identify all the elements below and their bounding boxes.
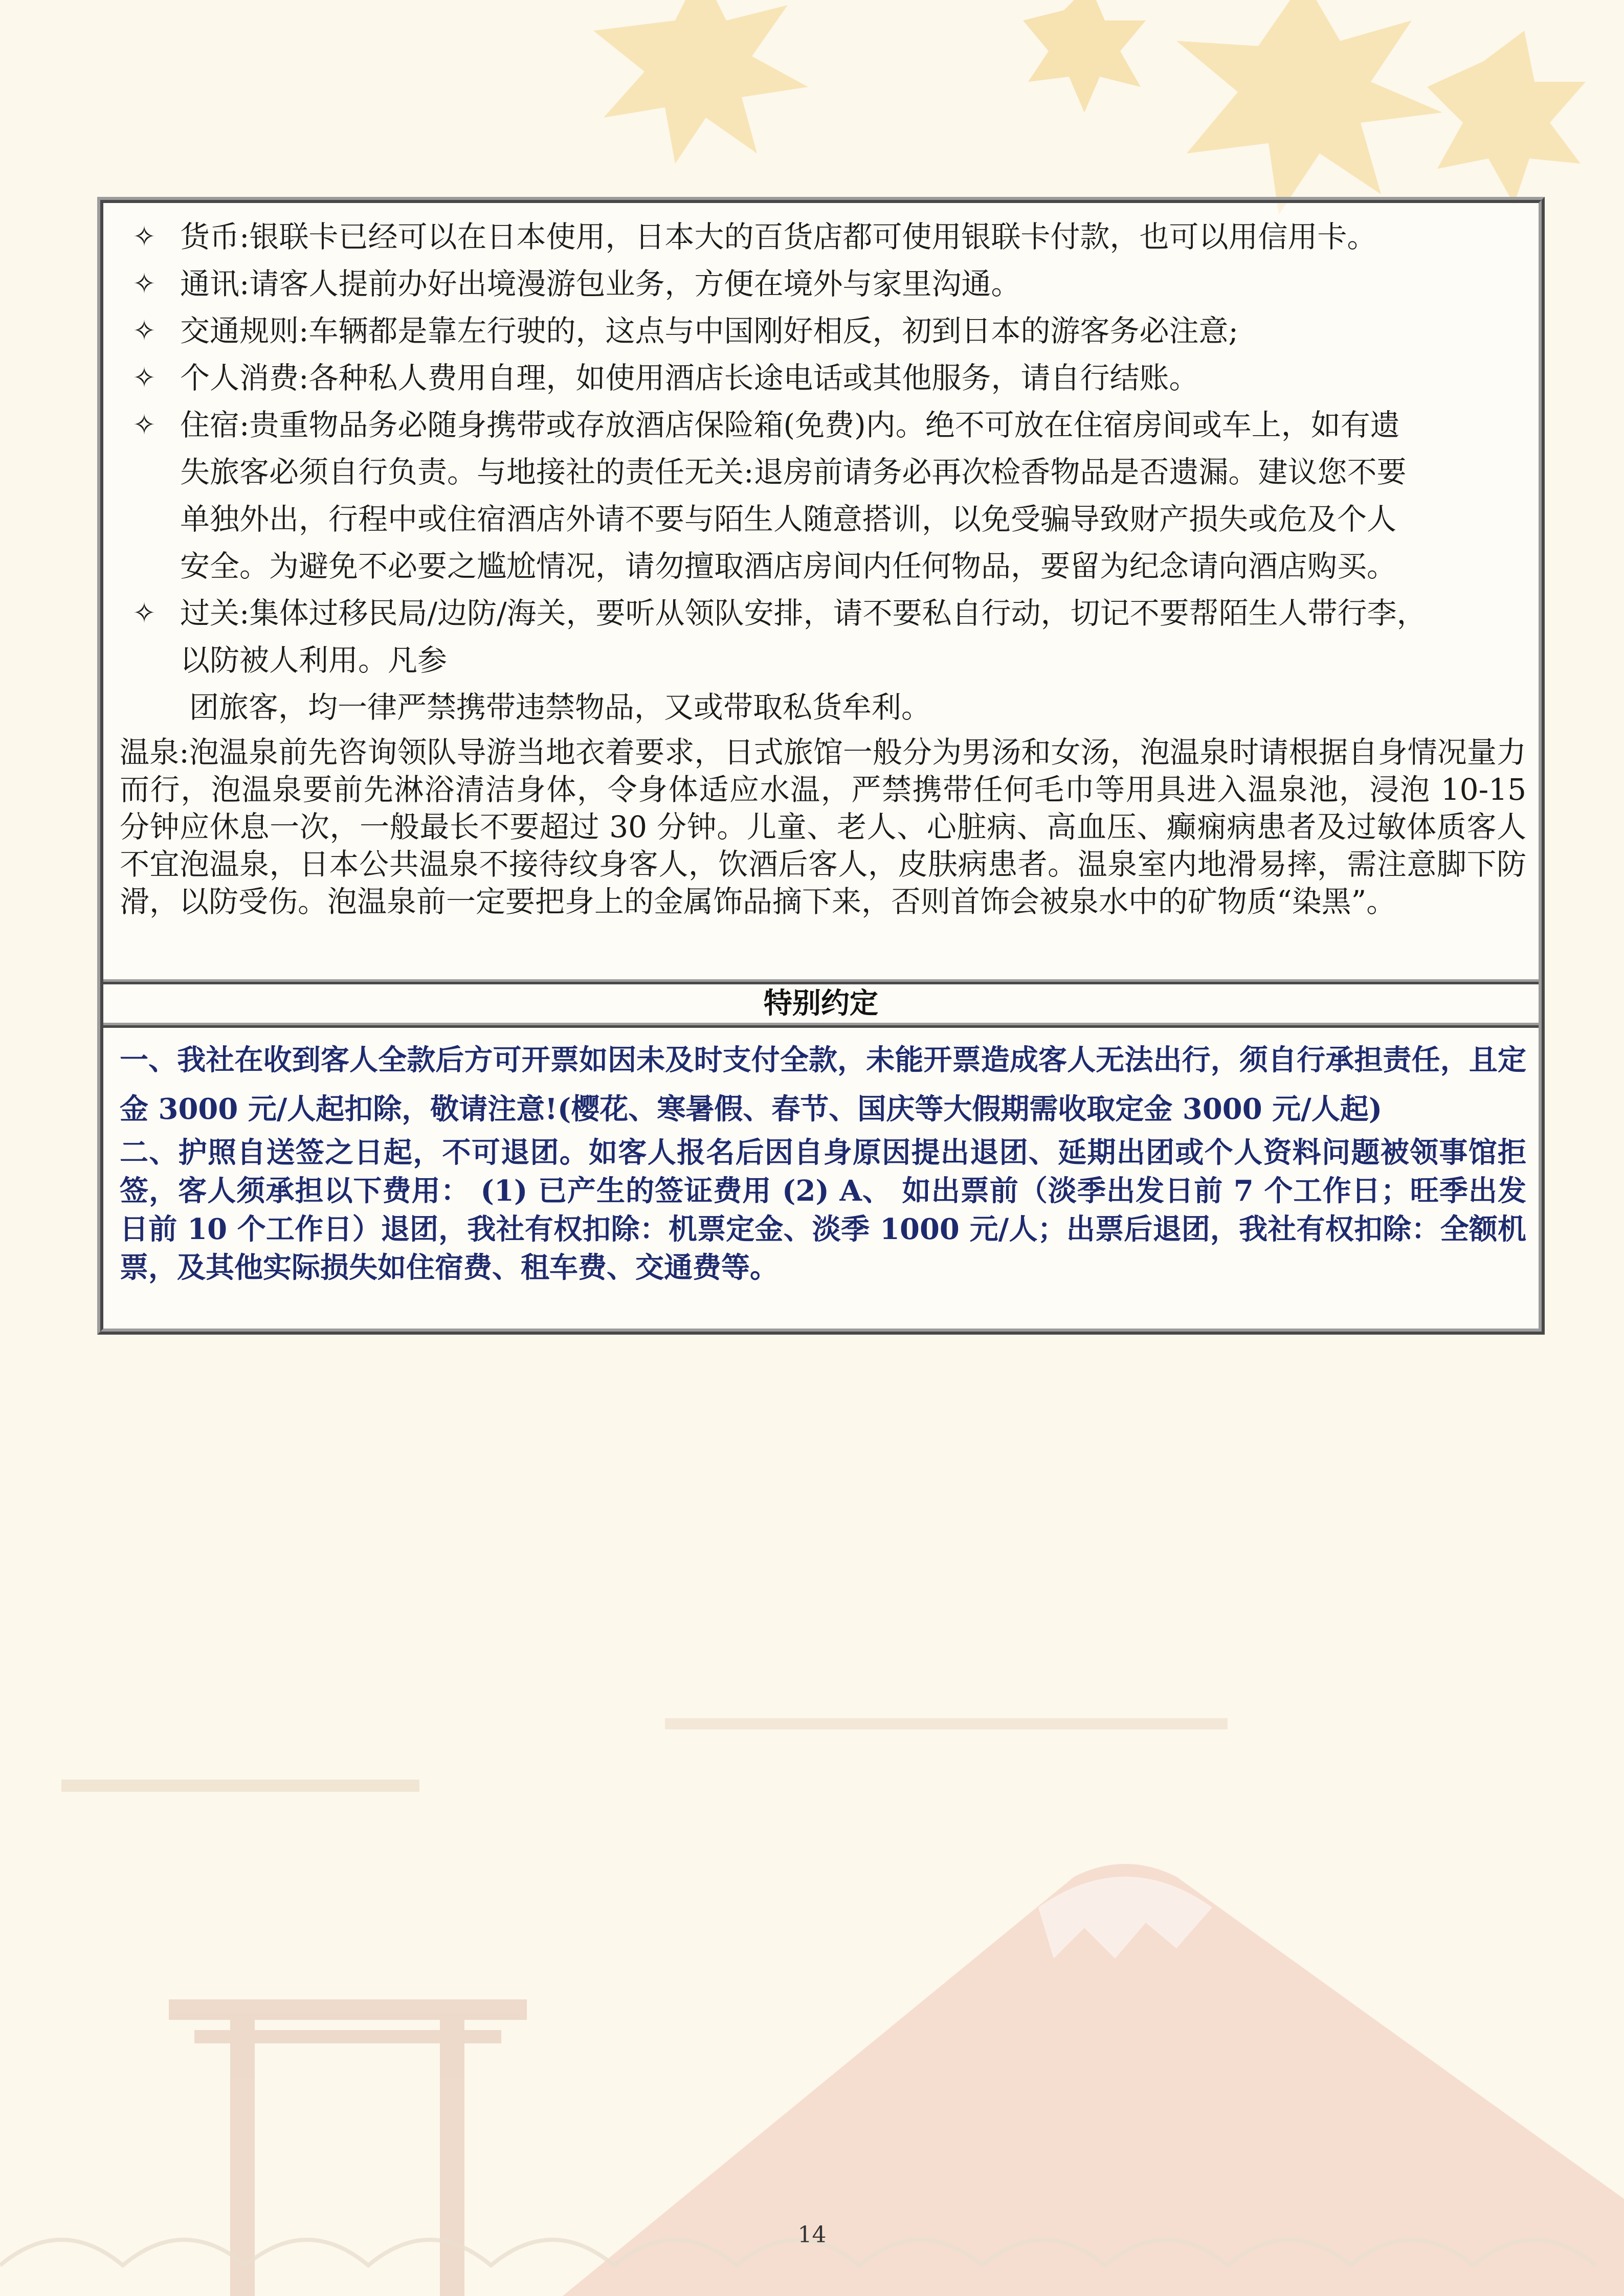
star-bullet-icon: ✧ [132, 267, 156, 300]
special-terms-header: 特别约定 [103, 979, 1539, 1028]
tip-customs [120, 590, 1526, 684]
notice-box [97, 197, 1545, 1335]
tip-line: 以防被人利用。凡参 [180, 643, 448, 678]
tip-traffic-rules [120, 307, 1526, 354]
tip-line: 交通规则:车辆都是靠左行驶的，这点与中国刚好相反，初到日本的游客务必注意; [180, 313, 1239, 348]
star-bullet-icon: ✧ [132, 220, 156, 253]
tip-line: 过关:集体过移民局/边防/海关，要听从领队安排，请不要私自行动，切记不要帮陌生人带行李， [180, 596, 1427, 631]
tip-line: 失旅客必须自行负责。与地接社的责任无关:退房前请务必再次检香物品是否遗漏。建议您不要 [180, 455, 1407, 489]
tip-communication [120, 260, 1526, 307]
tip-line: 个人消费:各种私人费用自理，如使用酒店长途电话或其他服务，请自行结账。 [180, 361, 1199, 395]
onsen-paragraph: 温泉:泡温泉前先咨询领队导游当地衣着要求，日式旅馆一般分为男汤和女汤，泡温泉时请根据自身情况量力而行，泡温泉要前先淋浴清洁身体，令身体适应水温，严禁携带任何毛巾等用具进入温泉池，浸泡 10-15 分钟应休息一次，一般最长不要超过 30 分钟。儿童、老人、心脏病、高血压、癫痫病患者及过敏体质客人不宜泡温泉，日本公共温泉不接待纹身客人，饮酒后客人，皮肤病患者。温泉室内地滑易摔，需注意脚下防滑，以防受伤。泡温泉前一定要把身上的金属饰品摘下来，否则首饰会被泉水中的矿物质“染黑”。 [120, 735, 1526, 919]
star-bullet-icon: ✧ [132, 362, 156, 394]
star-bullet-icon: ✧ [132, 597, 156, 629]
tip-accommodation [120, 401, 1526, 590]
special-terms [120, 1036, 1526, 1287]
tip-line: 单独外出，行程中或住宿酒店外请不要与陌生人随意搭训，以免受骗导致财产损失或危及个人 [180, 502, 1397, 536]
tip-personal-expenses [120, 354, 1526, 401]
tip-line: 货币:银联卡已经可以在日本使用，日本大的百货店都可使用银联卡付款，也可以用信用卡。 [180, 219, 1377, 254]
mount-fuji-torii-decoration [0, 1611, 1624, 2296]
page-number: 14 [797, 2222, 827, 2248]
special-term-2: 二、护照自送签之日起，不可退团。如客人报名后因自身原因提出退团、延期出团或个人资料问题被领事馆拒签，客人须承担以下费用： (1) 已产生的签证费用 (2) A、 如出票前（淡季出发日前 7 个工作日；旺季出发日前 10 个工作日）退团，我社有权扣除：机票定金、淡季 1000 元/人；出票后退团，我社有权扣除：全额机票，及其他实际损失如住宿费、租车费、交通费等。 [120, 1136, 1526, 1285]
tip-currency [120, 213, 1526, 260]
tip-line: 通讯:请客人提前办好出境漫游包业务，方便在境外与家里沟通。 [180, 266, 1021, 301]
tip-line: 住宿:贵重物品务必随身携带或存放酒店保险箱(免费)内。绝不可放在住宿房间或车上，如有遗 [180, 408, 1400, 442]
star-bullet-icon: ✧ [132, 314, 156, 347]
star-bullet-icon: ✧ [132, 409, 156, 441]
travel-tips [120, 213, 1526, 920]
tip-customs-continuation: 团旅客，均一律严禁携带违禁物品，又或带取私货牟利。 [189, 690, 931, 725]
tip-line: 安全。为避免不必要之尴尬情况，请勿擅取酒店房间内任何物品，要留为纪念请向酒店购买。 [180, 549, 1397, 583]
special-term-1: 一、我社在收到客人全款后方可开票如因未及时支付全款，未能开票造成客人无法出行，须自行承担责任，且定金 3000 元/人起扣除，敬请注意!(樱花、寒暑假、春节、国庆等大假期需收取定金 3000 元/人起) [120, 1043, 1526, 1126]
